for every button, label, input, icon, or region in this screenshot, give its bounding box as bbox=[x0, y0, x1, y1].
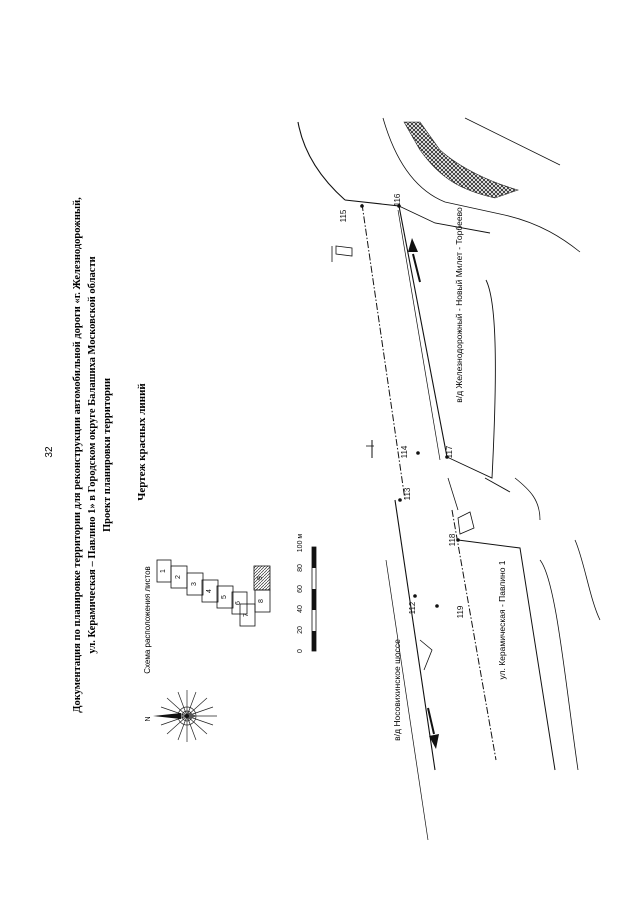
svg-text:2: 2 bbox=[175, 575, 182, 579]
sheet-4 bbox=[202, 580, 218, 602]
map-area bbox=[298, 118, 600, 840]
road-label-nosovikhinskoe: в/д Носовихинское шоссе bbox=[392, 639, 402, 741]
territory-boundary-top bbox=[298, 122, 345, 200]
point-label-112: 112 bbox=[408, 601, 417, 615]
road-edge-north-lane bbox=[398, 210, 440, 460]
road-edge-north-inner bbox=[362, 204, 405, 500]
svg-text:3: 3 bbox=[191, 582, 198, 586]
point-label-117: 117 bbox=[445, 445, 454, 459]
sheet-3 bbox=[187, 573, 203, 595]
scale-tick-100: 100 м bbox=[297, 533, 304, 553]
scale-tick-80: 80 bbox=[297, 564, 304, 572]
svg-text:4: 4 bbox=[206, 589, 213, 593]
svg-text:6: 6 bbox=[235, 601, 242, 605]
point-label-114: 114 bbox=[400, 445, 409, 459]
point-label-118: 118 bbox=[448, 533, 457, 547]
header-line-2: ул. Керамическая – Павлино 1» в Городском округе Балашиха Московской области bbox=[87, 256, 98, 654]
red-line-north bbox=[345, 200, 447, 457]
traffic-direction-arrow-south bbox=[428, 708, 439, 749]
scale-tick-20: 20 bbox=[297, 626, 304, 634]
svg-text:1: 1 bbox=[160, 569, 167, 573]
svg-text:7: 7 bbox=[243, 613, 250, 617]
point-label-119: 119 bbox=[456, 605, 465, 619]
sheet-6 bbox=[232, 592, 247, 614]
header-line-3: Проект планировки территории bbox=[102, 377, 113, 533]
drawing-title: Чертеж красных линий bbox=[136, 383, 148, 501]
sheet-1 bbox=[157, 560, 171, 582]
svg-text:5: 5 bbox=[221, 595, 228, 599]
sheet-9-current bbox=[254, 566, 270, 590]
scale-bar bbox=[297, 534, 316, 653]
sheet-8 bbox=[255, 590, 270, 612]
road-label-zheleznodorozhny: в/д Железнодорожный - Новый Милет - Торбеево bbox=[454, 207, 464, 403]
header-line-1: Документация по планировке территории для реконструкции автомобильной дороги «г. Железнодорожный, bbox=[72, 197, 83, 713]
layout-scheme-grid bbox=[157, 560, 270, 626]
scale-tick-0: 0 bbox=[297, 649, 304, 653]
point-label-116: 116 bbox=[393, 193, 402, 207]
compass-north-label: N bbox=[145, 716, 152, 722]
sheet-5 bbox=[217, 586, 233, 608]
compass-rose-icon bbox=[153, 690, 217, 742]
point-label-113: 113 bbox=[403, 487, 412, 501]
layout-scheme-title: Схема расположения листов bbox=[143, 566, 152, 674]
svg-text:8: 8 bbox=[258, 599, 265, 603]
sheet-2 bbox=[171, 566, 187, 588]
sheet-7 bbox=[240, 604, 255, 626]
road-label-keramicheskaya: ул. Керамическая - Павлино 1 bbox=[497, 560, 507, 680]
scale-tick-40: 40 bbox=[297, 605, 304, 613]
scale-tick-60: 60 bbox=[297, 585, 304, 593]
point-label-115: 115 bbox=[339, 209, 348, 223]
svg-text:9: 9 bbox=[257, 576, 264, 580]
page-number: 32 bbox=[44, 446, 55, 458]
